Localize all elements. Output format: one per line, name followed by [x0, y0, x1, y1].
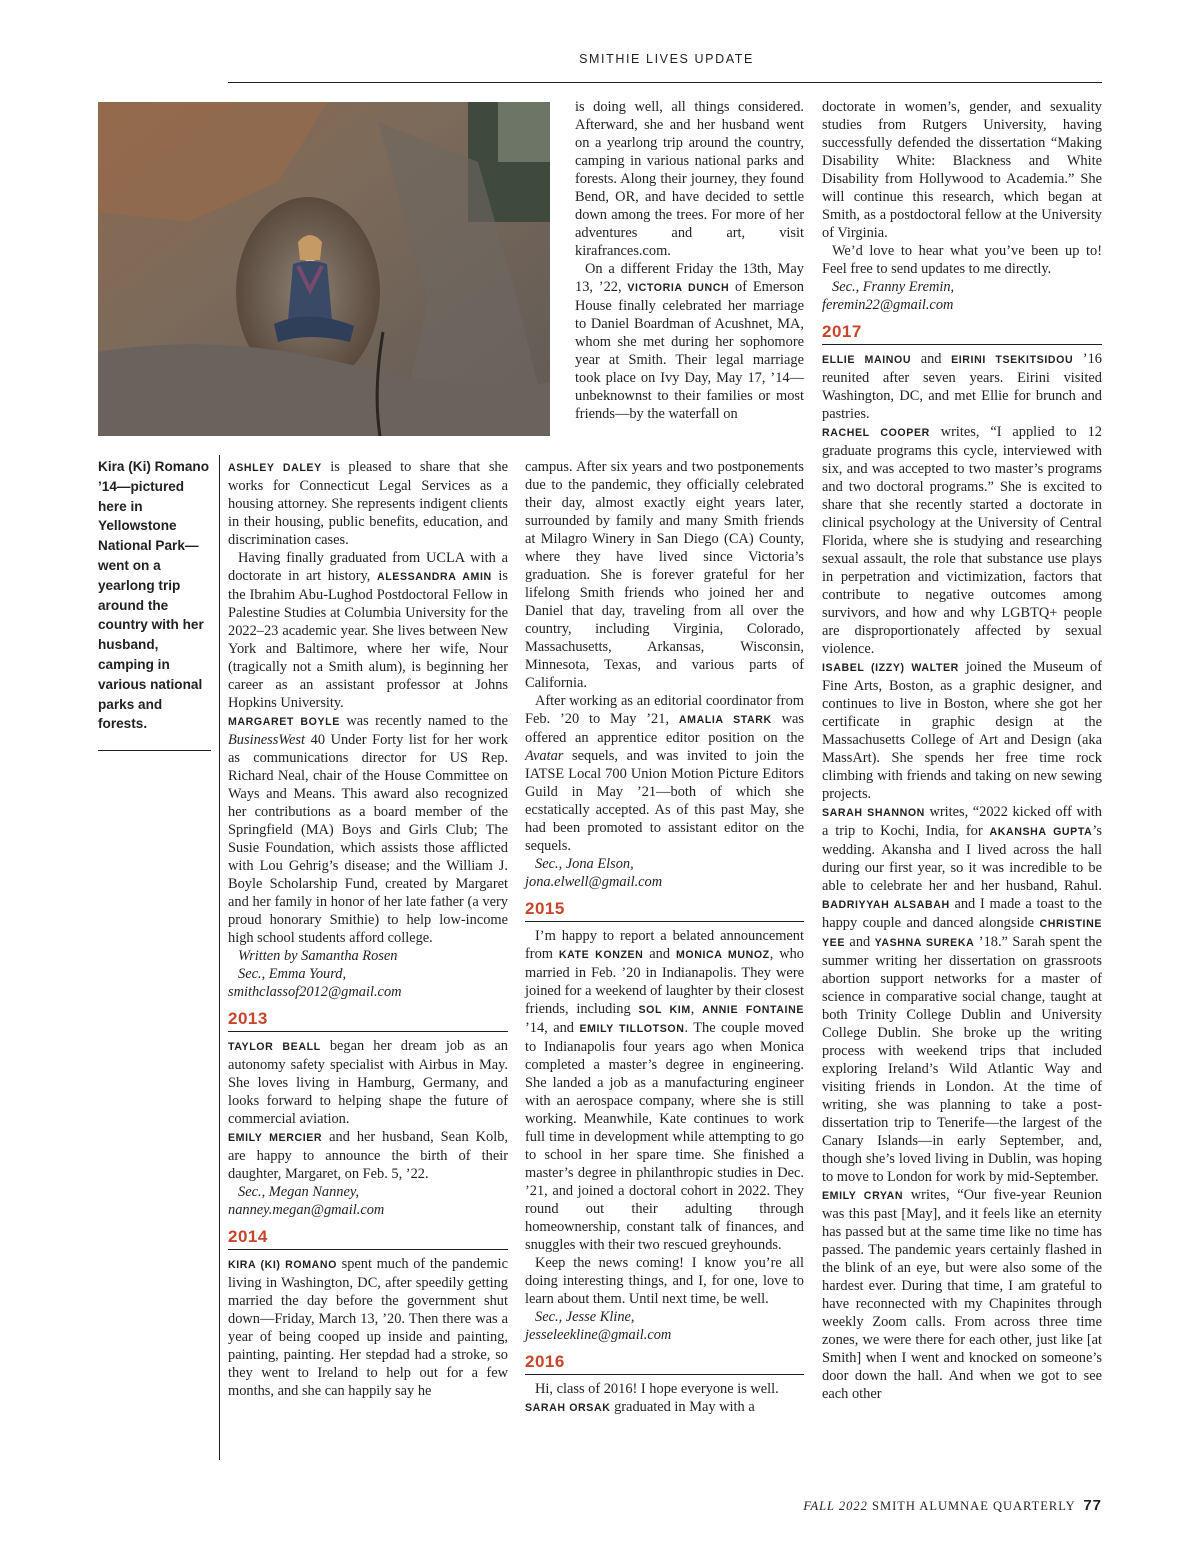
running-head: SMITHIE LIVES UPDATE: [579, 52, 754, 66]
news-item: [228, 712, 508, 947]
alumna-name: MONICA MUNOZ: [675, 949, 770, 961]
secretary-name: Sec., Emma Yourd,: [238, 966, 347, 982]
photo-caption: Kira (Ki) Romano ’14—pictured here in Yellowstone National Park—went on a yearlong trip around the country with her husband, camping in various national parks and forests.: [98, 459, 210, 732]
alumna-name: ANNIE FONTAINE: [702, 1004, 804, 1016]
news-item: [228, 1128, 508, 1183]
alumna-name: SARAH SHANNON: [822, 807, 925, 819]
alumna-name: ISABEL (IZZY) WALTER: [822, 662, 959, 674]
column-2: [525, 458, 804, 1417]
item-text: writes, “I applied to 12 graduate programs this cycle, interviewed with six, and was accepted to two master’s programs and two doctoral programs.” She is excited to share that she recently started a doctorate in clinical psychology at the University of Central Florida, where she is studying and researching sexual assault, the role that substance use plays in perpetration and victimization, factors that contribute to negative outcomes among survivors, and how and why LGBTQ+ people are disproportionately affected by sexual violence.: [822, 424, 1102, 657]
news-item: Keep the news coming! I know you’re all doing interesting things, and I, for one, love to learn about them. Until next time, be well.: [525, 1255, 804, 1307]
item-text: and: [911, 351, 952, 367]
item-text: , who married in Feb. ’20 in Indianapolis. They were joined for a weekend of laughter by their closest friends, including: [525, 946, 804, 1017]
news-item: [228, 549, 508, 712]
item-text: . The couple moved to Indianapolis four years ago when Monica completed a master’s degree in engineering. She landed a job as a manufacturing engineer with an aerospace company, where she is still working. Meanwhile, Kate continues to work full time in development while attempting to go to school in her spare time. She finished a master’s degree in philanthropic studies in Dec. ’21, and joined a doctoral cohort in 2022. They round out their adulting through homeownership, constant talk of finances, and snuggles with their two rescued greyhounds.: [525, 1020, 804, 1253]
item-text: is pleased to share that she works for Connecticut Legal Services as a housing attorney. She represents indigent clients in their housing, public benefits, education, and discrimination cases.: [228, 459, 509, 548]
column-3: [822, 98, 1102, 1403]
item-text: and her husband, Sean Kolb, are happy to announce the birth of their daughter, Margaret, on Feb. 5, ’22.: [228, 1129, 508, 1182]
alumna-name: RACHEL COOPER: [822, 427, 930, 439]
alumna-name: ALESSANDRA AMIN: [376, 571, 492, 583]
news-item: [822, 350, 1102, 423]
news-item: [228, 1037, 508, 1128]
class-year-heading: 2017: [822, 323, 1102, 345]
item-text: writes, “2022 kicked off with a trip to Kochi, India, for: [822, 804, 1102, 839]
secretary-name: Sec., Jona Elson,: [535, 856, 634, 872]
secretary-name: Sec., Megan Nanney,: [238, 1184, 360, 1200]
item-text: ,: [690, 1001, 703, 1017]
news-item-continued: doctorate in women’s, gender, and sexuality studies from Rutgers University, having successfully defended the dissertation “Making Disability White: Blackness and White Disability from Hollywood to Academia.” She will continue this research, which began at Smith, as a postdoctoral fellow at the University of Virginia.: [822, 99, 1102, 241]
item-text: After working as an editorial coordinator from Feb. ’20 to May ’21,: [525, 693, 804, 727]
item-text: joined the Museum of Fine Arts, Boston, as a graphic designer, and continues to live in Boston, where she got her certificate in graphic design at the Massachusetts College of Art and Design (aka MassArt). She spends her free time rock climbing with friends and taking on new sewing projects.: [822, 659, 1102, 802]
news-item: Hi, class of 2016! I hope everyone is well.: [535, 1381, 779, 1397]
class-year-heading: 2013: [228, 1010, 508, 1032]
alumna-name: CHRISTINE YEE: [822, 918, 1102, 949]
news-item: [575, 260, 804, 423]
alumna-name: EMILY MERCIER: [228, 1132, 323, 1144]
class-year-heading: 2014: [228, 1228, 508, 1250]
item-text: began her dream job as an autonomy safety specialist with Airbus in May. She loves living in Hamburg, Germany, and looks forward to helping shape the future of commercial aviation.: [228, 1038, 508, 1127]
item-text: of Emerson House finally celebrated her marriage to Daniel Boardman of Acushnet, MA, whom she met during her sophomore year at Smith. Their legal marriage took place on Ivy Day, May 17, ’14—unbeknownst to their families or most friends—by the waterfall on: [575, 279, 804, 422]
item-text: was recently named to the: [339, 713, 509, 729]
item-text: ’s wedding. Akansha and I lived across the hall during our first year, so it was incredible to be able to celebrate her and her husband, Rahul.: [822, 823, 1102, 894]
secretary-email: jona.elwell@gmail.com: [525, 874, 663, 890]
alumna-name: KATE KONZEN: [558, 949, 644, 961]
page-footer: [803, 1497, 1102, 1514]
item-text: ’16 reunited after seven years. Eirini visited Washington, DC, and met Ellie for brunch and pastries.: [822, 351, 1102, 422]
alumna-name: EIRINI TSEKITSIDOU: [951, 354, 1074, 366]
item-text: sequels, and was invited to join the IATSE Local 700 Union Motion Picture Editors Guild in May ’21—both of which she ecstatically accepted. As of this past May, she had been promoted to assistant editor on the sequels.: [525, 748, 804, 854]
alumna-name: EMILY TILLOTSON: [579, 1023, 685, 1035]
alumna-name: ELLIE MAINOU: [822, 354, 912, 366]
news-item: We’d love to hear what you’ve been up to! Feel free to send updates to me directly.: [822, 243, 1102, 277]
news-item-continued: campus. After six years and two postponements due to the pandemic, they officially celebrated their day, almost exactly eight years later, surrounded by family and many Smith friends at Milagro Winery in San Diego (CA) County, where they have lived since Victoria’s graduation. She is forever grateful for her lifelong Smith friends who joined her and Daniel that day, traveling from all over the country, including Virginia, Colorado, Massachusetts, Arkansas, Wisconsin, Minnesota, Texas, and various parts of California.: [525, 459, 804, 691]
news-item: [525, 1398, 804, 1417]
item-text: spent much of the pandemic living in Washington, DC, after speedily getting married the day before the government shut down—Friday, March 13, ’20. Then there was a year of being cooped up inside and painting, painting, painting. Her stepdad had a stroke, so they went to Ireland to help out for a few months, and she can happily say he: [228, 1256, 508, 1399]
alumna-name: KIRA (KI) ROMANO: [228, 1259, 337, 1271]
column-rule: [219, 455, 220, 1460]
secretary-email: feremin22@gmail.com: [822, 297, 954, 313]
item-text: ’18.” Sarah spent the summer writing her dissertation on grassroots abortion support networks for a master of science in comparative social change, taught at both Trinity College Dublin and University College Dublin. She broke up the writing process with weekend trips that included exploring Ireland’s Wild Atlantic Way and visiting friends in London. At the time of writing, she was planning to take a post-dissertation trip to Tenerife—the largest of the Canary Islands—in early September, and, though she’s loved living in Dublin, was hoping to move to London for work by mid-September.: [822, 934, 1102, 1185]
written-by: Written by Samantha Rosen: [238, 948, 398, 964]
item-text: and: [643, 946, 676, 962]
news-item-continued: is doing well, all things considered. Afterward, she and her husband went on a yearlong trip around the country, camping in various national parks and forests. Along their journey, they found Bend, OR, and have decided to settle down among the trees. For more of her adventures and art, visit kirafrances.com.: [575, 99, 804, 259]
publication-title: BusinessWest: [228, 732, 306, 748]
news-item: [525, 692, 804, 855]
secretary-email: smithclassof2012@gmail.com: [228, 984, 402, 1000]
alumna-name: BADRIYYAH ALSABAH: [822, 899, 950, 911]
item-text: On a different Friday the 13th, May 13, ’22,: [575, 261, 804, 295]
column-1: [228, 458, 508, 1400]
alumna-name: SARAH ORSAK: [525, 1402, 611, 1414]
class-year-heading: 2015: [525, 900, 804, 922]
news-item: [228, 1255, 508, 1400]
item-text: graduated in May with a: [610, 1399, 755, 1415]
secretary-name: Sec., Franny Eremin,: [832, 279, 955, 295]
class-year-heading: 2016: [525, 1353, 804, 1375]
item-text: ’14, and: [525, 1020, 580, 1036]
header-rule: [228, 82, 1102, 83]
alumna-name: YASHNA SUREKA: [874, 937, 975, 949]
caption-rule: [98, 750, 211, 751]
secretary-name: Sec., Jesse Kline,: [535, 1309, 635, 1325]
alumna-name: SOL KIM: [638, 1004, 691, 1016]
item-text: and: [845, 934, 875, 950]
magazine-name: SMITH ALUMNAE QUARTERLY: [872, 1499, 1076, 1513]
alumna-name: ASHLEY DALEY: [228, 462, 322, 474]
secretary-email: jesseleekline@gmail.com: [525, 1327, 672, 1343]
item-text: and I made a toast to the happy couple and danced alongside: [822, 896, 1102, 931]
news-item: [525, 927, 804, 1254]
alumna-name: AKANSHA GUPTA: [989, 826, 1093, 838]
news-item: [822, 658, 1102, 803]
page-number: 77: [1083, 1497, 1102, 1514]
alumna-name: MARGARET BOYLE: [228, 716, 340, 728]
item-text: Having finally graduated from UCLA with a doctorate in art history,: [228, 550, 508, 584]
item-text: was offered an apprentice editor position on the: [525, 711, 804, 746]
news-item: [822, 423, 1102, 658]
alumna-name: EMILY CRYAN: [822, 1190, 904, 1202]
item-text: writes, “Our five-year Reunion was this past [May], and it feels like an eternity has passed but at the same time like no time has passed. The pandemic years certainly flashed in the blink of an eye, but were also some of the hardest ever. During that time, I am grateful to have reconnected with my Chapinites through weekly Zoom calls. From across three time zones, we were there for each other, just like [at Smith] when I went and knocked on someone’s door down the hall. And when we got to see each other: [822, 1187, 1102, 1402]
secretary-email: nanney.megan@gmail.com: [228, 1202, 385, 1218]
news-item: [822, 1186, 1102, 1403]
news-item: [228, 458, 508, 549]
alumna-name: AMALIA STARK: [678, 714, 772, 726]
photo-kira-romano-yellowstone: [98, 102, 550, 436]
issue-label: FALL 2022: [803, 1499, 868, 1513]
column-2-top: [575, 98, 804, 423]
item-text: I’m happy to report a belated announcement from: [525, 928, 804, 962]
item-text: is the Ibrahim Abu-Lughod Postdoctoral Fellow in Palestine Studies at Columbia University for the 2022–23 academic year. She lives between New York and Baltimore, where her wife, Nour (tragically not a Smith alum), is beginning her career as an assistant professor at Johns Hopkins University.: [228, 568, 508, 711]
news-item: [822, 803, 1102, 1186]
film-title: Avatar: [525, 748, 564, 764]
alumna-name: TAYLOR BEALL: [228, 1041, 321, 1053]
alumna-name: VICTORIA DUNCH: [627, 282, 730, 294]
item-text: 40 Under Forty list for her work as communications director for US Rep. Richard Neal, chair of the House Committee on Ways and Means. This award also recognized her contributions as a board member of the Springfield (MA) Boys and Girls Club; The Susie Foundation, which assists those afflicted with Lou Gehrig’s disease; and the William J. Boyle Scholarship Fund, created by Margaret and her family in honor of her late father (a very proud honorary Smithie) to help low-income high school students afford college.: [228, 732, 508, 946]
